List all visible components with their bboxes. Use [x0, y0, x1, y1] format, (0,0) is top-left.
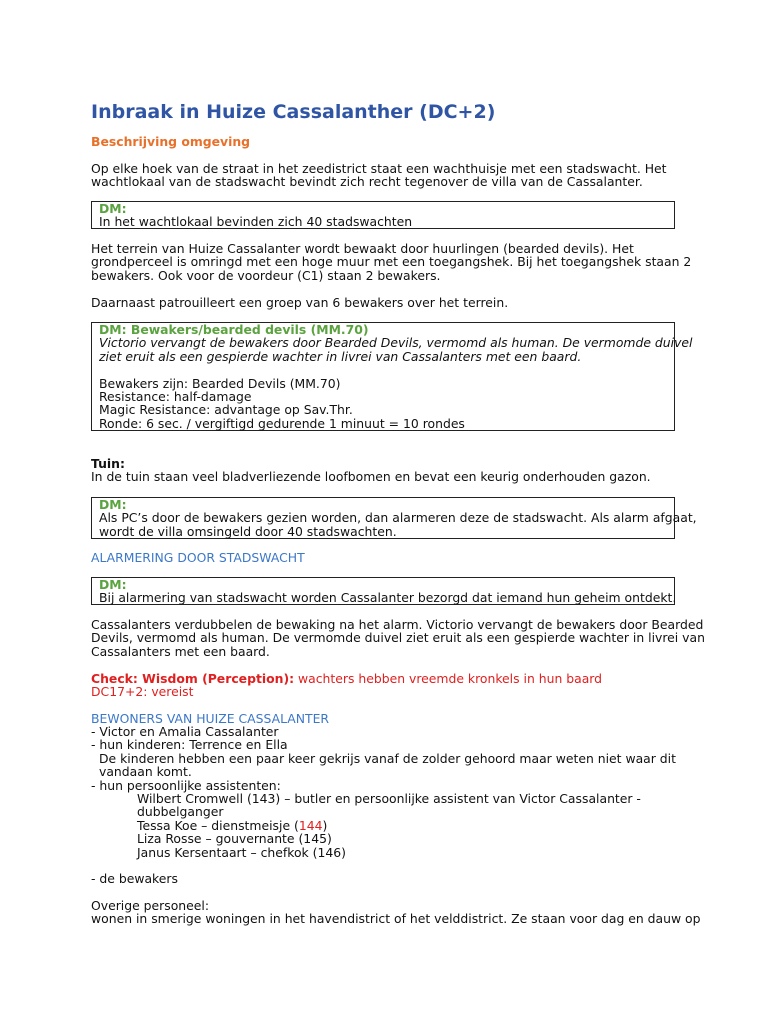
dm-box-wachtlokaal: DM: In het wachtlokaal bevinden zich 40 stadswachten — [91, 201, 675, 229]
dm-box-bewakers: DM: Bewakers/bearded devils (MM.70) Victorio vervangt de bewakers door Bearded Devils, vermomd als human. De vermomde duivel ziet eruit als een gespierde wachter in livrei van Cassalanters met een baard. Bewakers zijn: Bearded Devils (MM.70) Resistance: half-damage Magic Resistance: advantage op Sav.Thr. Ronde: 6 sec. / vergiftigd gedurende 1 minuut = 10 rondes — [91, 322, 675, 431]
overige-heading: Overige personeel: — [91, 898, 210, 913]
check-dc: DC17+2: vereist — [91, 684, 194, 700]
paragraph-terrein: Het terrein van Huize Cassalanter wordt bewaakt door huurlingen (bearded devils). Het grondperceel is omringd met een hoge muur met een toegangshek. Bij het toegangshek staan 2 bewakers. Ook voor de voordeur (C1) staan 2 bewakers. — [91, 241, 692, 283]
section-heading-omgeving: Beschrijving omgeving — [91, 134, 251, 149]
list-item: Wilbert Cromwell (143) – butler en persoonlijke assistent van Victor Cassalanter - — [137, 791, 641, 807]
section-overige: Overige personeel: wonen in smerige woningen in het havendistrict of het velddistrict. Ze staan voor dag en dauw op — [91, 898, 701, 927]
section-heading-alarmering: ALARMERING DOOR STADSWACHT — [91, 550, 305, 565]
list-item: - de bewakers — [91, 871, 178, 887]
list-item: - Victor en Amalia Cassalanter — [91, 724, 279, 739]
paragraph-verdubbelen: Cassalanters verdubbelen de bewaking na het alarm. Victorio vervangt de bewakers door Bearded Devils, vermomd als human. De vermomde duivel ziet eruit als een gespierde wachter in livrei van Cassalanters met een baard. — [91, 617, 705, 659]
dm-label: DM: — [99, 201, 127, 216]
list-item: Janus Kersentaart – chefkok (146) — [137, 844, 346, 860]
list-item: - hun persoonlijke assistenten: — [91, 777, 281, 793]
dm-label: DM: — [99, 497, 127, 512]
tuin-heading: Tuin: — [91, 456, 125, 471]
dm-box-alarm: DM: Als PC’s door de bewakers gezien worden, dan alarmeren deze de stadswacht. Als alarm afgaat, wordt de villa omsingeld door 40 stadswachten. — [91, 497, 675, 539]
check-block: Check: Wisdom (Perception): wachters hebben vreemde kronkels in hun baard DC17+2: vereist — [91, 672, 681, 699]
section-heading-bewoners: BEWONERS VAN HUIZE CASSALANTER — [91, 711, 330, 726]
page-title: Inbraak in Huize Cassalanther (DC+2) — [91, 101, 496, 123]
bewoners-list: - Victor en Amalia Cassalanter - hun kinderen: Terrence en Ella De kinderen hebben een paar keer gekrijs vanaf de zolder gehoord maar weten niet waar dit vandaan komt. - hun persoonlijke assistenten: Wilbert Cromwell (143) – butler en persoonlijke assistent van Victor Cassalanter - dubbelganger Tessa Koe – dienstmeisje (144) Liza Rosse – gouvernante (145) Janus Kersentaart – chefkok (146) - de bewakers — [91, 725, 681, 886]
dm-label: DM: Bewakers/bearded devils (MM.70) — [99, 322, 369, 337]
list-item: Liza Rosse – gouvernante (145) — [137, 831, 332, 847]
section-tuin: Tuin: In de tuin staan veel bladverliezende loofbomen en bevat een keurig onderhouden gazon. — [91, 457, 681, 484]
list-item: Tessa Koe – dienstmeisje (144) — [137, 817, 328, 833]
check-label: Check: Wisdom (Perception): — [91, 671, 295, 686]
dm-label: DM: — [99, 577, 127, 592]
paragraph-intro: Op elke hoek van de straat in het zeedistrict staat een wachthuisje met een stadswacht. Het wachtlokaal van de stadswacht bevindt zich recht tegenover de villa van de Cassalanter. — [91, 161, 667, 190]
paragraph-patrouille: Daarnaast patrouilleert een groep van 6 bewakers over het terrein. — [91, 295, 509, 310]
dm-box-alarmering: DM: Bij alarmering van stadswacht worden Cassalanter bezorgd dat iemand hun geheim ontdekt. — [91, 577, 675, 605]
list-item: - hun kinderen: Terrence en Ella — [91, 737, 288, 753]
